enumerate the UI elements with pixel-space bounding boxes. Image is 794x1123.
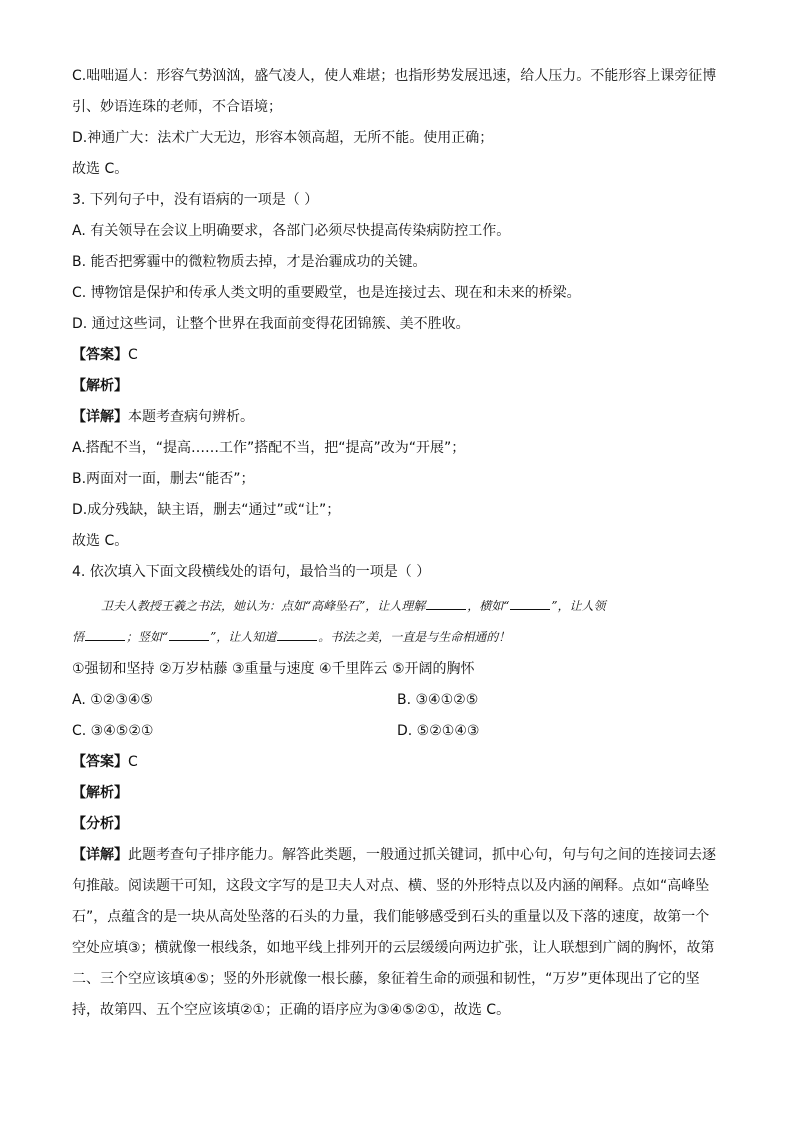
- passage-text: ；竖如“: [126, 630, 169, 644]
- question-4-passage-line-2: [72, 628, 510, 646]
- question-4-option-d: D. ⑤②①④③: [397, 723, 480, 739]
- detail-text: 本题考查病句辨析。: [128, 409, 254, 425]
- question-3-conclusion: 故选 C。: [72, 533, 129, 549]
- passage-text: 悟: [72, 630, 85, 644]
- fill-blank-2: [510, 597, 550, 610]
- question-4-detail-line-5: 二、三个空应该填④⑤；竖的外形就像一根长藤，象征着生命的顽强和韧性，“万岁”更体现出了它的坚: [72, 971, 700, 987]
- question-4-option-c: C. ③④⑤②①: [72, 723, 154, 739]
- question-4-analysis-label: 【解析】: [72, 785, 128, 801]
- fill-blank-4: [169, 628, 209, 641]
- question-4-detail-line-6: 持，故第四、五个空应该填②①；正确的语序应为③④⑤②①，故选 C。: [72, 1002, 511, 1018]
- question-3-option-b: B. 能否把雾霾中的微粒物质去掉，才是治霾成功的关键。: [72, 254, 427, 270]
- question-4-detail-line-2: 句推敲。阅读题干可知，这段文字写的是卫夫人对点、横、竖的外形特点以及内涵的阐释。点如“高峰坠: [72, 878, 710, 894]
- question-3-analysis-label: 【解析】: [72, 378, 128, 394]
- conclusion-line: 故选 C。: [72, 161, 129, 177]
- passage-text: 卫夫人教授王羲之书法，她认为：点如“高峰坠石”，让人理解: [101, 599, 426, 613]
- answer-value: C: [128, 754, 138, 770]
- question-4-breakdown-label: 【分析】: [72, 816, 128, 832]
- question-3-stem: 3. 下列句子中，没有语病的一项是（ ）: [72, 192, 319, 208]
- question-3-detail-b: B.两面对一面，删去“能否”；: [72, 471, 255, 487]
- question-4-answer: [72, 752, 138, 772]
- answer-value: C: [128, 347, 138, 363]
- explanation-line-c: C.咄咄逼人：形容气势汹汹，盛气凌人，使人难堪；也指形势发展迅速，给人压力。不能形容上课旁征博: [72, 68, 717, 84]
- question-4-option-a: A. ①②③④⑤: [72, 692, 153, 708]
- passage-text: ，横如“: [467, 599, 510, 613]
- answer-label: 【答案】: [72, 754, 128, 770]
- question-4-phrase-list: ①强韧和坚持 ②万岁枯藤 ③重量与速度 ④千里阵云 ⑤开阔的胸怀: [72, 661, 475, 677]
- question-4-detail-line-3: 石”，点蕴含的是一块从高处坠落的石头的力量，我们能够感受到石头的重量以及下落的速度，故第一个: [72, 909, 710, 925]
- fill-blank-3: [85, 628, 125, 641]
- question-3-option-c: C. 博物馆是保护和传承人类文明的重要殿堂，也是连接过去、现在和未来的桥梁。: [72, 285, 581, 301]
- passage-text: 。书法之美，一直是与生命相通的！: [318, 630, 511, 644]
- question-3-option-d: D. 通过这些词，让整个世界在我面前变得花团锦簇、美不胜收。: [72, 316, 470, 332]
- detail-label: 【详解】: [72, 847, 128, 863]
- explanation-line-c-cont: 引、妙语连珠的老师，不合语境；: [72, 99, 282, 115]
- explanation-line-d: D.神通广大：法术广大无边，形容本领高超，无所不能。使用正确；: [72, 130, 494, 146]
- detail-text: 此题考查句子排序能力。解答此类题，一般通过抓关键词，抓中心句，句与句之间的连接词去逐: [128, 847, 716, 863]
- question-4-detail: [72, 845, 716, 865]
- question-4-option-b: B. ③④①②⑤: [397, 692, 479, 708]
- question-3-detail-a: A.搭配不当，“提高……工作”搭配不当，把“提高”改为“开展”；: [72, 440, 466, 456]
- fill-blank-1: [426, 597, 466, 610]
- question-3-detail-d: D.成分残缺，缺主语，删去“通过”或“让”；: [72, 502, 341, 518]
- question-4-detail-line-4: 空处应填③；横就像一根线条，如地平线上排列开的云层缓缓向两边扩张，让人联想到广阔的胸怀，故第: [72, 940, 715, 956]
- detail-label: 【详解】: [72, 409, 128, 425]
- question-4-stem: 4. 依次填入下面文段横线处的语句，最恰当的一项是（ ）: [72, 564, 431, 580]
- passage-text: ”，让人知道: [210, 630, 277, 644]
- passage-text: ”，让人领: [551, 599, 606, 613]
- answer-label: 【答案】: [72, 347, 128, 363]
- question-4-passage-line-1: [101, 597, 606, 615]
- question-3-answer: [72, 345, 138, 365]
- fill-blank-5: [277, 628, 317, 641]
- question-3-option-a: A. 有关领导在会议上明确要求，各部门必须尽快提高传染病防控工作。: [72, 223, 511, 239]
- question-3-detail: [72, 407, 254, 427]
